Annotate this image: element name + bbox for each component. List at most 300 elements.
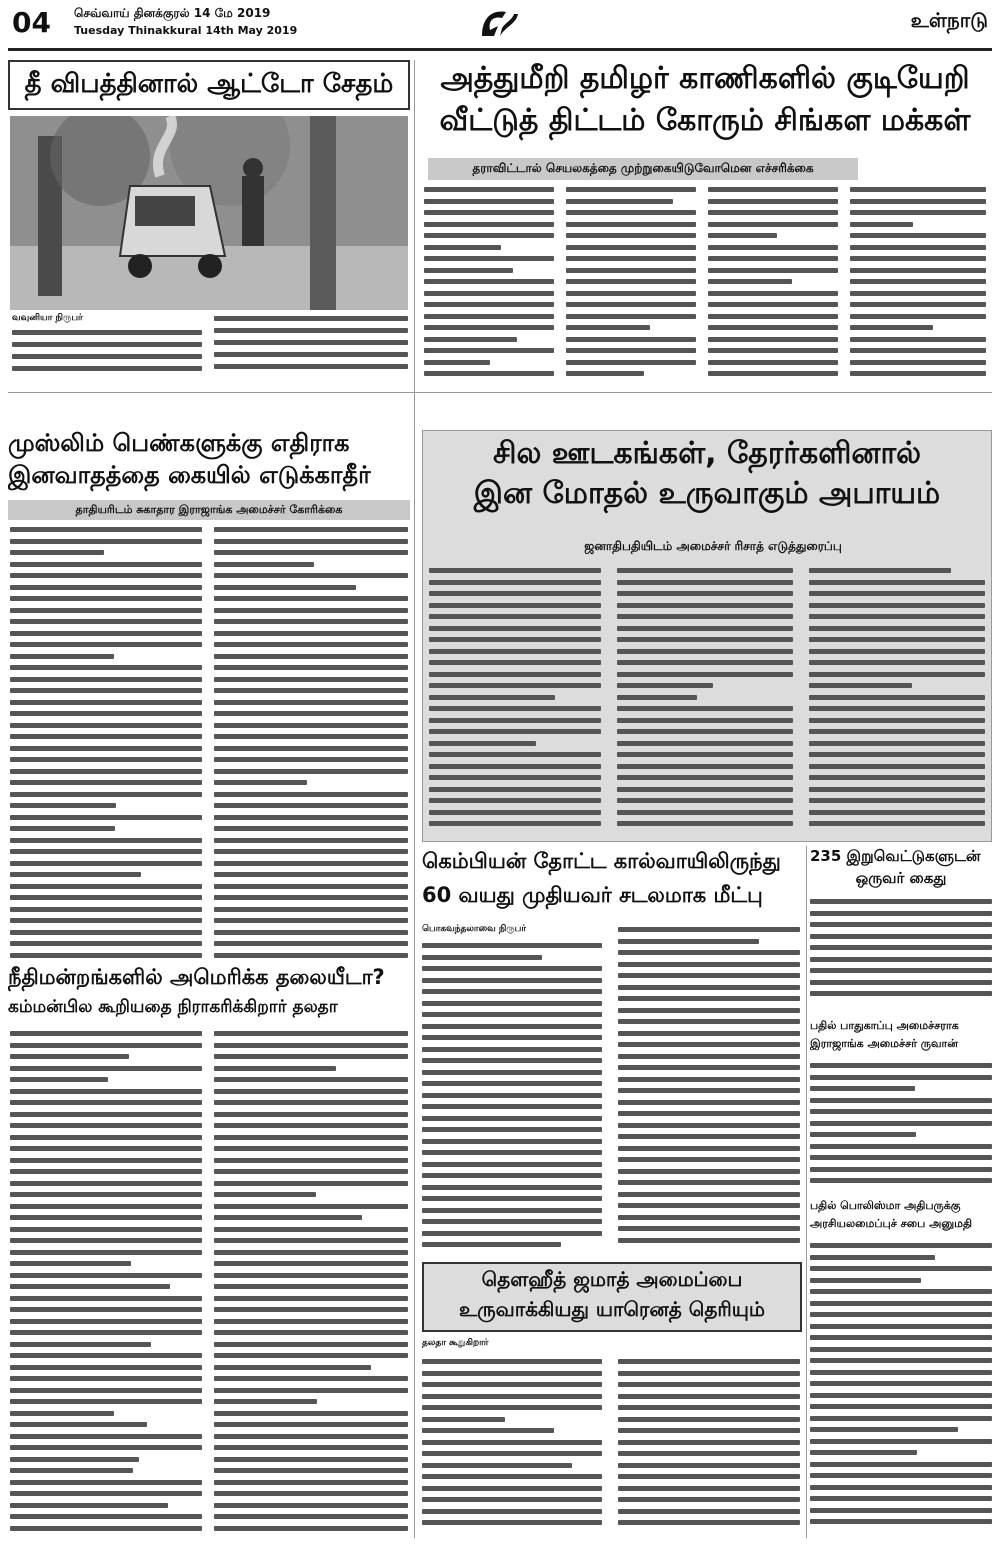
- body-text-line: [566, 314, 696, 319]
- body-text-line: [429, 614, 601, 619]
- body-text-line: [10, 815, 202, 820]
- body-text-line: [810, 991, 992, 996]
- body-text-line: [214, 1491, 408, 1496]
- body-text-line: [422, 1394, 602, 1399]
- masthead-rule: [8, 48, 992, 51]
- body-text-line: [566, 291, 696, 296]
- body-text-line: [566, 371, 644, 376]
- section-label: உள்நாடு: [910, 8, 988, 32]
- body-text-line: [214, 941, 408, 946]
- body-text-line: [422, 1371, 602, 1376]
- bullets-body: [810, 896, 992, 1008]
- settlers-body-col1: [424, 184, 554, 380]
- tawheed-headline-box: [422, 1262, 802, 1332]
- body-text-line: [10, 1411, 114, 1416]
- body-text-line: [214, 1043, 408, 1048]
- article-muslim-women: [8, 430, 410, 960]
- body-text-line: [10, 746, 202, 751]
- body-text-line: [429, 752, 601, 757]
- body-text-line: [618, 1100, 800, 1105]
- article-defence-minister: [810, 1018, 992, 1194]
- body-text-line: [214, 1445, 408, 1450]
- body-text-line: [618, 1111, 800, 1116]
- body-text-line: [214, 1296, 408, 1301]
- body-text-line: [708, 360, 838, 365]
- body-text-line: [10, 1215, 202, 1220]
- media-thugs-headline-line1: சில ஊடகங்கள், தேரர்களினால்: [492, 437, 922, 471]
- body-text-line: [422, 1081, 602, 1086]
- body-text-line: [850, 291, 986, 296]
- body-text-line: [810, 1381, 992, 1386]
- body-text-line: [810, 1370, 992, 1375]
- body-text-line: [850, 279, 986, 284]
- body-text-line: [214, 700, 408, 705]
- body-text-line: [10, 1445, 202, 1450]
- body-text-line: [850, 268, 986, 273]
- body-text-line: [810, 1496, 992, 1501]
- body-text-line: [422, 1185, 602, 1190]
- body-text-line: [10, 1526, 202, 1531]
- body-text-line: [422, 1173, 602, 1178]
- body-text-line: [617, 672, 793, 677]
- body-text-line: [810, 1335, 992, 1340]
- body-text-line: [618, 1226, 800, 1231]
- body-text-line: [424, 291, 554, 296]
- body-text-line: [566, 325, 650, 330]
- body-text-line: [810, 1473, 992, 1478]
- body-text-line: [617, 683, 713, 688]
- body-text-line: [429, 580, 601, 585]
- body-text-line: [214, 688, 408, 693]
- body-text-line: [810, 957, 992, 962]
- body-text-line: [10, 700, 202, 705]
- body-text-line: [617, 706, 793, 711]
- body-text-line: [214, 1192, 316, 1197]
- body-text-line: [214, 861, 408, 866]
- body-text-line: [214, 803, 408, 808]
- body-text-line: [10, 1342, 151, 1347]
- body-text-line: [10, 1158, 202, 1163]
- body-text-line: [566, 199, 673, 204]
- body-text-line: [809, 591, 985, 596]
- defence-headline-line1: பதில் பாதுகாப்பு அமைச்சராக: [810, 1020, 959, 1032]
- body-text-line: [429, 729, 601, 734]
- body-text-line: [708, 325, 838, 330]
- body-text-line: [424, 233, 554, 238]
- column-rule: [414, 60, 415, 1538]
- body-text-line: [618, 1134, 800, 1139]
- body-text-line: [214, 918, 408, 923]
- defence-headline-line2: இராஜாங்க அமைச்சர் ருவான்: [810, 1038, 958, 1050]
- body-text-line: [429, 672, 601, 677]
- body-text-line: [566, 279, 696, 284]
- body-text-line: [810, 1427, 958, 1432]
- article-fire-auto: [8, 60, 410, 385]
- body-text-line: [617, 821, 793, 826]
- judges-headline: நீதிமன்றங்களில் அமெரிக்க தலையீடா?: [8, 966, 385, 989]
- masthead: [0, 0, 1000, 52]
- body-text-line: [10, 1043, 202, 1048]
- date-english: Tuesday Thinakkural 14th May 2019: [74, 24, 298, 37]
- body-text-line: [214, 1250, 408, 1255]
- body-text-line: [708, 187, 838, 192]
- body-text-line: [10, 1261, 131, 1266]
- body-text-line: [810, 1075, 992, 1080]
- body-text-line: [214, 792, 408, 797]
- media-thugs-subhead: ஜனாதிபதியிடம் அமைச்சர் ரிசாத் எடுத்துரைப்பு: [584, 539, 842, 553]
- body-text-line: [10, 838, 202, 843]
- body-text-line: [10, 895, 202, 900]
- body-text-line: [10, 1365, 202, 1370]
- body-text-line: [214, 780, 307, 785]
- body-text-line: [422, 1001, 602, 1006]
- body-text-line: [214, 1526, 408, 1531]
- body-text-line: [214, 1215, 362, 1220]
- body-text-line: [617, 798, 793, 803]
- body-text-line: [10, 677, 202, 682]
- body-text-line: [850, 314, 986, 319]
- body-text-line: [10, 1273, 202, 1278]
- article-american-judges: [8, 966, 410, 1538]
- body-text-line: [809, 568, 951, 573]
- body-text-line: [422, 1463, 572, 1468]
- body-text-line: [429, 637, 601, 642]
- police-body: [810, 1240, 992, 1534]
- body-text-line: [618, 1054, 800, 1059]
- body-text-line: [809, 649, 985, 654]
- body-text-line: [810, 1462, 992, 1467]
- body-text-line: [10, 941, 202, 946]
- body-text-line: [708, 210, 838, 215]
- media-thugs-body-col3: [809, 565, 985, 837]
- body-text-line: [850, 325, 933, 330]
- body-text-line: [810, 1109, 992, 1114]
- media-thugs-headline-line2: இன மோதல் உருவாகும் அபாயம்: [473, 477, 941, 511]
- body-text-line: [810, 1393, 992, 1398]
- body-text-line: [429, 603, 601, 608]
- body-text-line: [10, 1388, 202, 1393]
- body-text-line: [850, 337, 986, 342]
- article-bullets-arrest: [810, 846, 992, 1012]
- body-text-line: [214, 711, 408, 716]
- body-text-line: [810, 1132, 916, 1137]
- body-text-line: [214, 1146, 408, 1151]
- body-text-line: [422, 1451, 602, 1456]
- body-text-line: [618, 1463, 800, 1468]
- body-text-line: [429, 764, 601, 769]
- body-text-line: [429, 787, 601, 792]
- body-text-line: [424, 245, 501, 250]
- body-text-line: [850, 233, 986, 238]
- body-text-line: [618, 1157, 800, 1162]
- body-text-line: [214, 1158, 408, 1163]
- body-text-line: [850, 360, 986, 365]
- body-text-line: [10, 1077, 108, 1082]
- body-text-line: [422, 1440, 602, 1445]
- muslim-women-headline-line2: இனவாதத்தை கையில் எடுக்காதீர்: [8, 462, 371, 489]
- body-text-line: [214, 746, 408, 751]
- body-text-line: [809, 787, 985, 792]
- body-text-line: [214, 1089, 408, 1094]
- body-text-line: [10, 1100, 202, 1105]
- body-text-line: [214, 1353, 408, 1358]
- media-thugs-body-col1: [429, 565, 601, 837]
- body-text-line: [810, 1155, 992, 1160]
- body-text-line: [809, 706, 985, 711]
- body-text-line: [422, 1405, 602, 1410]
- body-text-line: [850, 371, 986, 376]
- body-text-line: [617, 649, 793, 654]
- body-text-line: [850, 199, 986, 204]
- body-text-line: [10, 654, 114, 659]
- body-text-line: [429, 695, 555, 700]
- body-text-line: [809, 637, 985, 642]
- body-text-line: [10, 769, 202, 774]
- body-text-line: [618, 1359, 800, 1364]
- body-text-line: [10, 631, 202, 636]
- body-text-line: [214, 1411, 408, 1416]
- body-text-line: [422, 955, 542, 960]
- body-text-line: [10, 1204, 202, 1209]
- body-text-line: [10, 1376, 202, 1381]
- body-text-line: [422, 989, 602, 994]
- muslim-women-subhead: தாதியரிடம் சுகாதார இராஜாங்க அமைச்சர் கோரிக்கை: [8, 500, 410, 520]
- body-text-line: [810, 1508, 992, 1513]
- body-text-line: [214, 1457, 408, 1462]
- settlers-body-col4: [850, 184, 986, 380]
- body-text-line: [809, 614, 985, 619]
- body-text-line: [10, 1514, 202, 1519]
- body-text-line: [422, 1520, 602, 1525]
- body-text-line: [10, 792, 202, 797]
- body-text-line: [810, 980, 992, 985]
- body-text-line: [810, 1450, 917, 1455]
- body-text-line: [618, 1088, 800, 1093]
- body-text-line: [10, 1031, 202, 1036]
- body-text-line: [10, 608, 202, 613]
- body-text-line: [10, 1399, 202, 1404]
- body-text-line: [566, 337, 696, 342]
- body-text-line: [214, 953, 408, 958]
- body-text-line: [810, 1439, 992, 1444]
- body-text-line: [617, 764, 793, 769]
- body-text-line: [10, 1491, 202, 1496]
- body-text-line: [422, 1047, 602, 1052]
- body-text-line: [214, 849, 408, 854]
- body-text-line: [809, 752, 985, 757]
- body-text-line: [810, 1289, 992, 1294]
- body-text-line: [850, 245, 986, 250]
- body-text-line: [10, 1296, 202, 1301]
- settlers-body-col3: [708, 184, 838, 380]
- body-text-line: [810, 1347, 992, 1352]
- body-text-line: [214, 907, 408, 912]
- body-text-line: [618, 1520, 800, 1525]
- body-text-line: [10, 562, 202, 567]
- body-text-line: [10, 918, 202, 923]
- body-text-line: [214, 585, 356, 590]
- body-text-line: [214, 665, 408, 670]
- body-text-line: [617, 568, 793, 573]
- body-text-line: [429, 810, 601, 815]
- body-text-line: [618, 985, 800, 990]
- body-text-line: [422, 966, 602, 971]
- body-text-line: [214, 769, 408, 774]
- body-text-line: [809, 683, 912, 688]
- muslim-women-body-col2: [214, 524, 408, 960]
- body-text-line: [422, 1093, 602, 1098]
- fire-auto-body-left: [12, 328, 202, 384]
- body-text-line: [566, 360, 696, 365]
- body-text-line: [708, 222, 838, 227]
- body-text-line: [422, 1012, 602, 1017]
- body-text-line: [708, 302, 838, 307]
- body-text-line: [214, 734, 408, 739]
- body-text-line: [10, 619, 202, 624]
- body-text-line: [10, 1434, 202, 1439]
- body-text-line: [566, 187, 696, 192]
- body-text-line: [429, 591, 601, 596]
- body-text-line: [429, 798, 601, 803]
- body-text-line: [214, 1376, 408, 1381]
- bullets-headline-line1: 235 இறுவெட்டுகளுடன்: [810, 848, 981, 865]
- body-text-line: [214, 1399, 317, 1404]
- fire-auto-headline: தீ விபத்தினால் ஆட்டோ சேதம்: [8, 60, 410, 110]
- body-text-line: [214, 930, 408, 935]
- bullets-headline-line2: ஒருவர் கைது: [855, 870, 947, 887]
- body-text-line: [10, 930, 202, 935]
- body-text-line: [214, 1434, 408, 1439]
- body-text-line: [214, 550, 408, 555]
- body-text-line: [810, 1098, 992, 1103]
- body-text-line: [850, 210, 986, 215]
- body-text-line: [10, 826, 115, 831]
- body-text-line: [424, 314, 554, 319]
- body-text-line: [429, 775, 601, 780]
- body-text-line: [214, 1204, 408, 1209]
- body-text-line: [214, 1284, 408, 1289]
- canal-headline-line1: கெம்பியன் தோட்ட கால்வாயிலிருந்து: [422, 850, 781, 873]
- judges-body-col2: [214, 1028, 408, 1534]
- body-text-line: [618, 1192, 800, 1197]
- body-text-line: [809, 775, 985, 780]
- body-text-line: [809, 741, 985, 746]
- tawheed-headline-line1: தௌஹீத் ஜமாத் அமைப்பை: [481, 1268, 743, 1291]
- settlers-body-col2: [566, 184, 696, 380]
- body-text-line: [424, 371, 554, 376]
- body-text-line: [618, 1371, 800, 1376]
- body-text-line: [618, 1065, 800, 1070]
- body-text-line: [618, 1382, 800, 1387]
- body-text-line: [422, 1104, 602, 1109]
- body-text-line: [809, 660, 985, 665]
- body-text-line: [618, 962, 800, 967]
- body-text-line: [618, 1417, 800, 1422]
- body-text-line: [214, 654, 408, 659]
- body-text-line: [617, 614, 793, 619]
- body-text-line: [810, 1255, 935, 1260]
- body-text-line: [422, 1150, 602, 1155]
- body-text-line: [214, 1112, 408, 1117]
- body-text-line: [10, 1284, 170, 1289]
- body-text-line: [617, 752, 793, 757]
- body-text-line: [809, 821, 985, 826]
- body-text-line: [424, 302, 554, 307]
- body-text-line: [10, 1457, 139, 1462]
- body-text-line: [214, 884, 408, 889]
- body-text-line: [10, 907, 202, 912]
- media-thugs-body-col2: [617, 565, 793, 837]
- body-text-line: [809, 810, 985, 815]
- body-text-line: [10, 1181, 202, 1186]
- body-text-line: [214, 539, 408, 544]
- body-text-line: [424, 210, 554, 215]
- body-text-line: [214, 631, 408, 636]
- body-text-line: [618, 1486, 800, 1491]
- body-text-line: [708, 371, 838, 376]
- body-text-line: [214, 1388, 408, 1393]
- body-text-line: [422, 1219, 602, 1224]
- body-text-line: [214, 619, 408, 624]
- body-text-line: [214, 596, 408, 601]
- body-text-line: [618, 1203, 800, 1208]
- body-text-line: [810, 911, 992, 916]
- body-text-line: [10, 1503, 168, 1508]
- body-text-line: [214, 642, 408, 647]
- body-text-line: [10, 1192, 202, 1197]
- body-text-line: [422, 1116, 602, 1121]
- body-text-line: [617, 603, 793, 608]
- body-text-line: [810, 1519, 992, 1524]
- body-text-line: [422, 1509, 602, 1514]
- body-text-line: [810, 1312, 992, 1317]
- body-text-line: [566, 233, 696, 238]
- body-text-line: [618, 950, 800, 955]
- body-text-line: [810, 1167, 992, 1172]
- body-text-line: [810, 1243, 992, 1248]
- body-text-line: [809, 764, 985, 769]
- body-text-line: [809, 603, 985, 608]
- body-text-line: [214, 1307, 408, 1312]
- body-text-line: [850, 256, 986, 261]
- body-text-line: [10, 1238, 202, 1243]
- body-text-line: [10, 1169, 202, 1174]
- body-text-line: [809, 580, 985, 585]
- body-text-line: [214, 826, 408, 831]
- body-text-line: [422, 1139, 602, 1144]
- body-text-line: [10, 539, 202, 544]
- body-text-line: [10, 1054, 129, 1059]
- canal-byline: பொகவந்தலாவை நிருபர்: [422, 924, 527, 934]
- body-text-line: [422, 978, 602, 983]
- body-text-line: [214, 573, 408, 578]
- body-text-line: [422, 1127, 602, 1132]
- settlers-headline-line2: வீட்டுத் திட்டம் கோரும் சிங்கள மக்கள்: [439, 104, 971, 138]
- body-text-line: [810, 1404, 992, 1409]
- body-text-line: [10, 711, 202, 716]
- body-text-line: [10, 688, 202, 693]
- body-text-line: [618, 1428, 800, 1433]
- body-text-line: [850, 348, 986, 353]
- body-text-line: [429, 741, 536, 746]
- body-text-line: [810, 1266, 992, 1271]
- body-text-line: [810, 1144, 992, 1149]
- body-text-line: [810, 1485, 992, 1490]
- body-text-line: [618, 1440, 800, 1445]
- defence-body: [810, 1060, 992, 1190]
- body-text-line: [422, 1428, 554, 1433]
- body-text-line: [422, 1382, 602, 1387]
